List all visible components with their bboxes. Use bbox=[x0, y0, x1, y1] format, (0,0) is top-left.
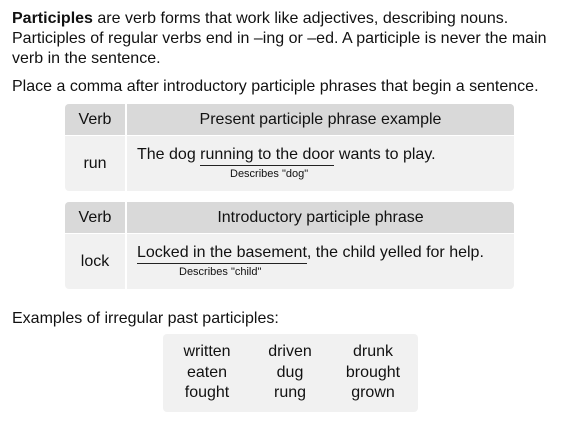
phrase-annotation: Describes "dog" bbox=[230, 168, 309, 180]
list-item: dug bbox=[276, 363, 304, 381]
table-row bbox=[65, 234, 514, 289]
list-item: brought bbox=[345, 363, 401, 381]
verb-cell: lock bbox=[65, 234, 127, 289]
list-item: fought bbox=[184, 384, 230, 401]
example-header: Introductory participle phrase bbox=[217, 208, 424, 226]
example-sentence bbox=[137, 145, 436, 166]
sentence-end: , the child yelled for help. bbox=[306, 244, 484, 261]
list-item: eaten bbox=[186, 363, 228, 381]
example-header: Present participle phrase example bbox=[199, 110, 442, 128]
example-sentence bbox=[137, 243, 484, 264]
intro-term: Participles bbox=[12, 10, 93, 27]
word-column bbox=[333, 342, 413, 404]
word-column bbox=[167, 342, 247, 404]
verb-header: Verb bbox=[65, 104, 127, 135]
irregular-label: Examples of irregular past participles: bbox=[12, 310, 279, 327]
list-item: driven bbox=[268, 343, 312, 360]
intro-paragraph bbox=[12, 9, 572, 69]
participle-phrase: running to the door bbox=[200, 146, 334, 166]
phrase-annotation: Describes "child" bbox=[179, 266, 262, 278]
example-cell bbox=[127, 136, 514, 191]
table-row bbox=[65, 136, 514, 191]
introductory-participle-table bbox=[65, 202, 514, 289]
list-item: grown bbox=[351, 384, 395, 401]
participle-phrase: Locked in the basement bbox=[137, 244, 307, 264]
list-item: rung bbox=[273, 384, 307, 401]
list-item: drunk bbox=[352, 343, 394, 360]
verb-cell: run bbox=[65, 136, 127, 191]
table-header bbox=[65, 202, 514, 234]
table-header bbox=[65, 104, 514, 136]
example-cell bbox=[127, 234, 514, 289]
comma-rule: Place a comma after introductory participle phrases that begin a sentence. bbox=[12, 78, 539, 95]
intro-text: are verb forms that work like adjectives, describing nouns. Participles of regular verbs end in –ing or –ed. A participle is never the main verb in the sentence. bbox=[12, 10, 547, 67]
present-participle-table bbox=[65, 104, 514, 191]
sentence-end: wants to play. bbox=[334, 146, 436, 163]
verb-header: Verb bbox=[65, 202, 127, 233]
sentence-start: The dog bbox=[137, 146, 201, 163]
irregular-participles-box bbox=[163, 334, 418, 412]
word-column bbox=[250, 342, 330, 404]
list-item: written bbox=[183, 343, 231, 360]
